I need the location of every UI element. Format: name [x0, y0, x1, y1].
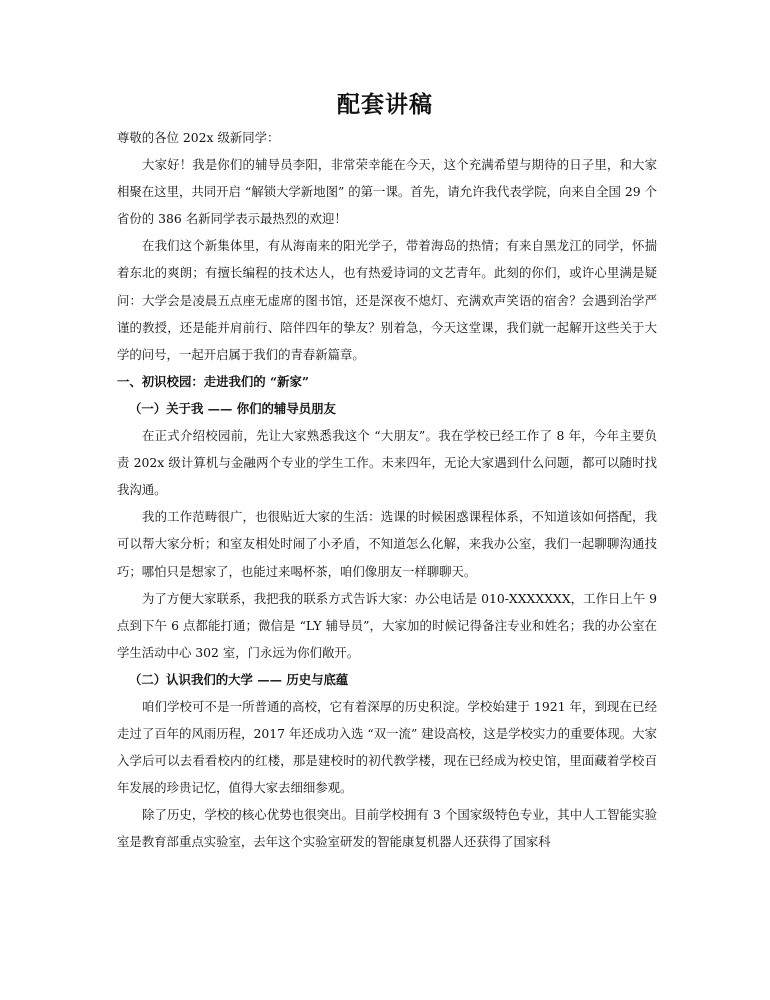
- paragraph-contact: 为了方便大家联系，我把我的联系方式告诉大家：办公电话是 010-XXXXXXX，工作日上午 9 点到下午 6 点都能打通；微信是 “LY 辅导员”，大家加的时候记得备注专业和姓名；我的办公室在学生活动中心 302 室，门永远为你们敞开。: [117, 590, 657, 660]
- paragraph-about-me: 在正式介绍校园前，先让大家熟悉我这个 “大朋友”。我在学校已经工作了 8 年，今年主要负责 202x 级计算机与金融两个专业的学生工作。未来四年，无论大家遇到什么问题，都可以随时找我沟通。: [117, 428, 657, 498]
- subsection-heading-2: （二）认识我们的大学 —— 历史与底蕴: [129, 671, 349, 687]
- paragraph-advantages: 除了历史，学校的核心优势也很突出。目前学校拥有 3 个国家级特色专业，其中人工智能实验室是教育部重点实验室，去年这个实验室研发的智能康复机器人还获得了国家科: [117, 807, 657, 850]
- subsection-heading-1: （一）关于我 —— 你们的辅导员朋友: [129, 400, 336, 416]
- paragraph-work-scope: 我的工作范畴很广，也很贴近大家的生活：选课的时候困惑课程体系，不知道该如何搭配，我可以帮大家分析；和室友相处时闹了小矛盾，不知道怎么化解，来我办公室，我们一起聊聊沟通技巧；哪怕只是想家了，也能过来喝杯茶，咱们像朋友一样聊聊天。: [117, 509, 657, 579]
- paragraph-new-collective: 在我们这个新集体里，有从海南来的阳光学子，带着海岛的热情；有来自黑龙江的同学，怀揣着东北的爽朗；有擅长编程的技术达人，也有热爱诗词的文艺青年。此刻的你们，或许心里满是疑问：大学会是凌晨五点座无虚席的图书馆，还是深夜不熄灯、充满欢声笑语的宿舍？会遇到治学严谨的教授，还是能并肩前行、陪伴四年的挚友？别着急，今天这堂课，我们就一起解开这些关于大学的问号，一起开启属于我们的青春新篇章。: [117, 238, 657, 362]
- document-body: [117, 124, 657, 856]
- document-title: 配套讲稿: [337, 91, 433, 118]
- paragraph-history: 咱们学校可不是一所普通的高校，它有着深厚的历史积淀。学校始建于 1921 年，到现在已经走过了百年的风雨历程，2017 年还成功入选 “双一流” 建设高校，这是学校实力的重要体现。大家入学后可以去看看校内的红楼，那是建校时的初代教学楼，现在已经成为校史馆，里面藏着学校百年发展的珍贵记忆，值得大家去细细参观。: [117, 698, 657, 796]
- section-heading-1: 一、初识校园：走进我们的 “新家”: [117, 373, 310, 389]
- salutation: 尊敬的各位 202x 级新同学：: [117, 130, 280, 145]
- paragraph-greeting: 大家好！我是你们的辅导员李阳，非常荣幸能在今天，这个充满希望与期待的日子里，和大家相聚在这里，共同开启 “解锁大学新地图” 的第一课。首先，请允许我代表学院，向来自全国 29 个省份的 386 名新同学表示最热烈的欢迎！: [117, 157, 657, 227]
